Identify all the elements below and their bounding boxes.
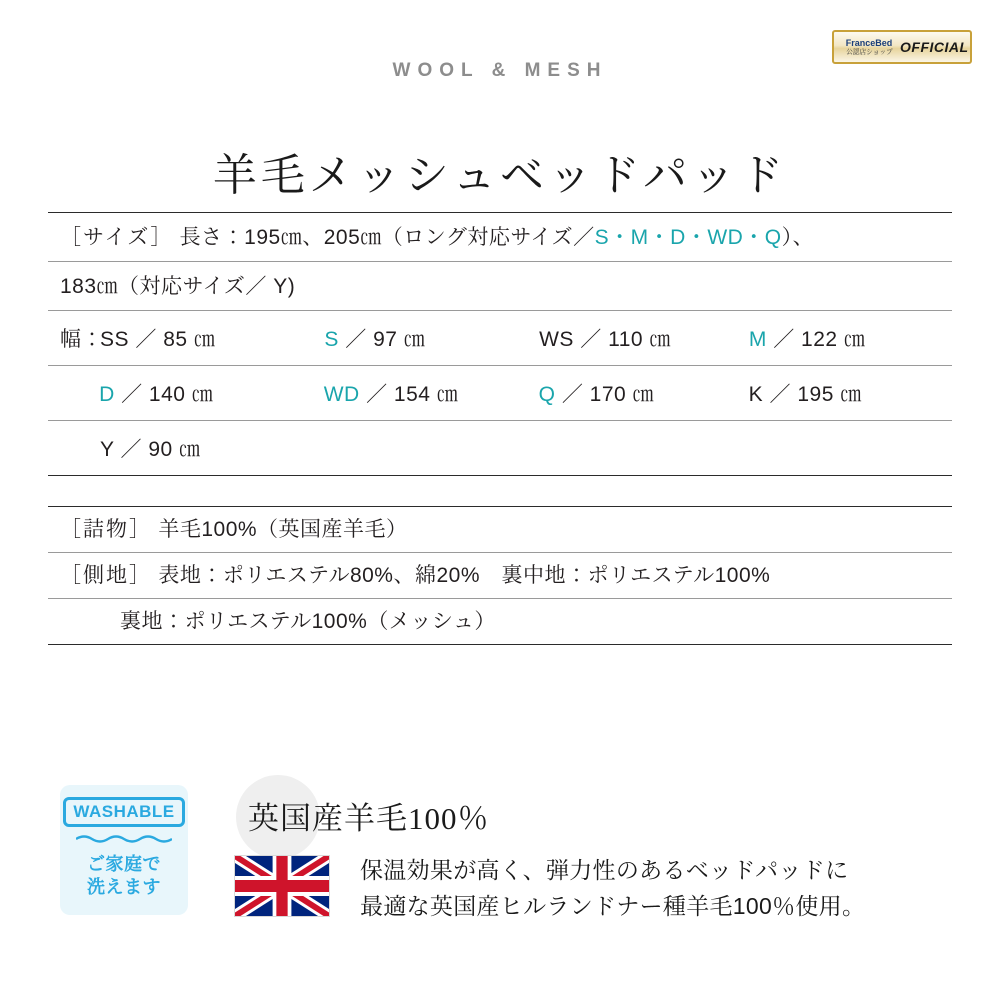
rule-bottom (48, 644, 952, 645)
spec-row-widths-2 (48, 366, 952, 420)
size-label: ［サイズ］ (60, 226, 174, 249)
width-value-ws: ／ 110 ㎝ (580, 328, 671, 351)
washable-text (60, 853, 188, 899)
width-value-ss: ／ 85 ㎝ (135, 328, 216, 351)
width-name-m: M (748, 328, 767, 351)
width-cell-ss (100, 323, 324, 353)
page-title: 羊毛メッシュベッドパッド (212, 151, 788, 201)
width-name-s: S (324, 328, 339, 351)
width-name-k: K (748, 383, 764, 406)
width-value-m: ／ 122 ㎝ (773, 328, 866, 351)
width-name-ss: SS (100, 328, 130, 351)
size-line2: 183㎝（対応サイズ／ Y) (60, 275, 296, 298)
size-line1-codes: S・M・D・WD・Q (594, 226, 782, 249)
spec-row-size-line1 (48, 213, 952, 261)
width-value-k: ／ 195 ㎝ (769, 383, 862, 406)
width-cell-s (324, 323, 539, 353)
badge-brand-block (838, 38, 900, 57)
spec-row-widths-1 (48, 311, 952, 365)
spec-row-filling (48, 507, 952, 552)
wool-origin-title: 英国産羊毛100％ (248, 801, 490, 836)
badge-brand-name: FranceBed (845, 37, 893, 48)
width-cell-y (100, 433, 330, 463)
width-value-d: ／ 140 ㎝ (121, 383, 214, 406)
filling-value: 羊毛100%（英国産羊毛） (158, 518, 408, 541)
spec-row-fabric-2 (48, 599, 952, 644)
width-name-q: Q (538, 383, 556, 406)
width-name-wd: WD (323, 383, 360, 406)
spec-row-fabric-1 (48, 553, 952, 598)
eyebrow-text: WOOL & MESH (392, 60, 608, 81)
wool-description (360, 853, 865, 924)
washable-text-line2: 洗えます (87, 877, 161, 898)
width-name-ws: WS (539, 328, 574, 351)
spec-row-widths-3 (48, 421, 952, 475)
width-cell-wd (324, 378, 539, 408)
width-name-d: D (99, 383, 115, 406)
width-cell-ws (539, 323, 749, 353)
width-name-y: Y (100, 438, 115, 461)
spec-row-size-line2 (48, 262, 952, 310)
wool-description-line2: 最適な英国産ヒルランドナー種羊毛100％使用。 (360, 892, 866, 919)
width-cell-q (539, 378, 749, 408)
width-lead-spacer-2 (60, 378, 99, 408)
width-label: 幅： (60, 328, 103, 351)
washable-text-line1: ご家庭で (87, 854, 161, 874)
size-line1-c: ）、 (781, 226, 815, 249)
width-value-y: ／ 90 ㎝ (120, 438, 201, 461)
fabric-label: ［側地］ (60, 564, 152, 587)
union-jack-flag-icon (234, 855, 330, 917)
width-value-wd: ／ 154 ㎝ (366, 383, 459, 406)
filling-label: ［詰物］ (60, 518, 152, 541)
washable-label: WASHABLE (63, 797, 184, 827)
width-value-s: ／ 97 ㎝ (345, 328, 426, 351)
bottom-section (48, 775, 952, 965)
spec-table (48, 212, 952, 645)
size-line1-a: 長さ：195㎝、205㎝（ロング対応サイズ／ (179, 226, 595, 249)
width-cell-m (749, 323, 944, 353)
official-shop-badge (832, 30, 972, 64)
washable-badge (60, 785, 188, 915)
section-gap (48, 476, 952, 506)
badge-official-label: OFFICIAL (900, 39, 969, 55)
width-lead-spacer-3 (60, 433, 100, 463)
width-value-q: ／ 170 ㎝ (561, 383, 655, 406)
badge-brand-sub: 公認店ショップ (845, 48, 893, 56)
wave-icon (76, 834, 172, 844)
width-cell-k (749, 378, 944, 408)
fabric-value-1: 表地：ポリエステル80%、綿20% 裏中地：ポリエステル100% (158, 564, 771, 587)
wool-description-line1: 保温効果が高く、弾力性のあるベッドパッドに (360, 857, 849, 883)
width-cell-d (99, 378, 324, 408)
fabric-value-2: 裏地：ポリエステル100%（メッシュ） (120, 610, 496, 633)
